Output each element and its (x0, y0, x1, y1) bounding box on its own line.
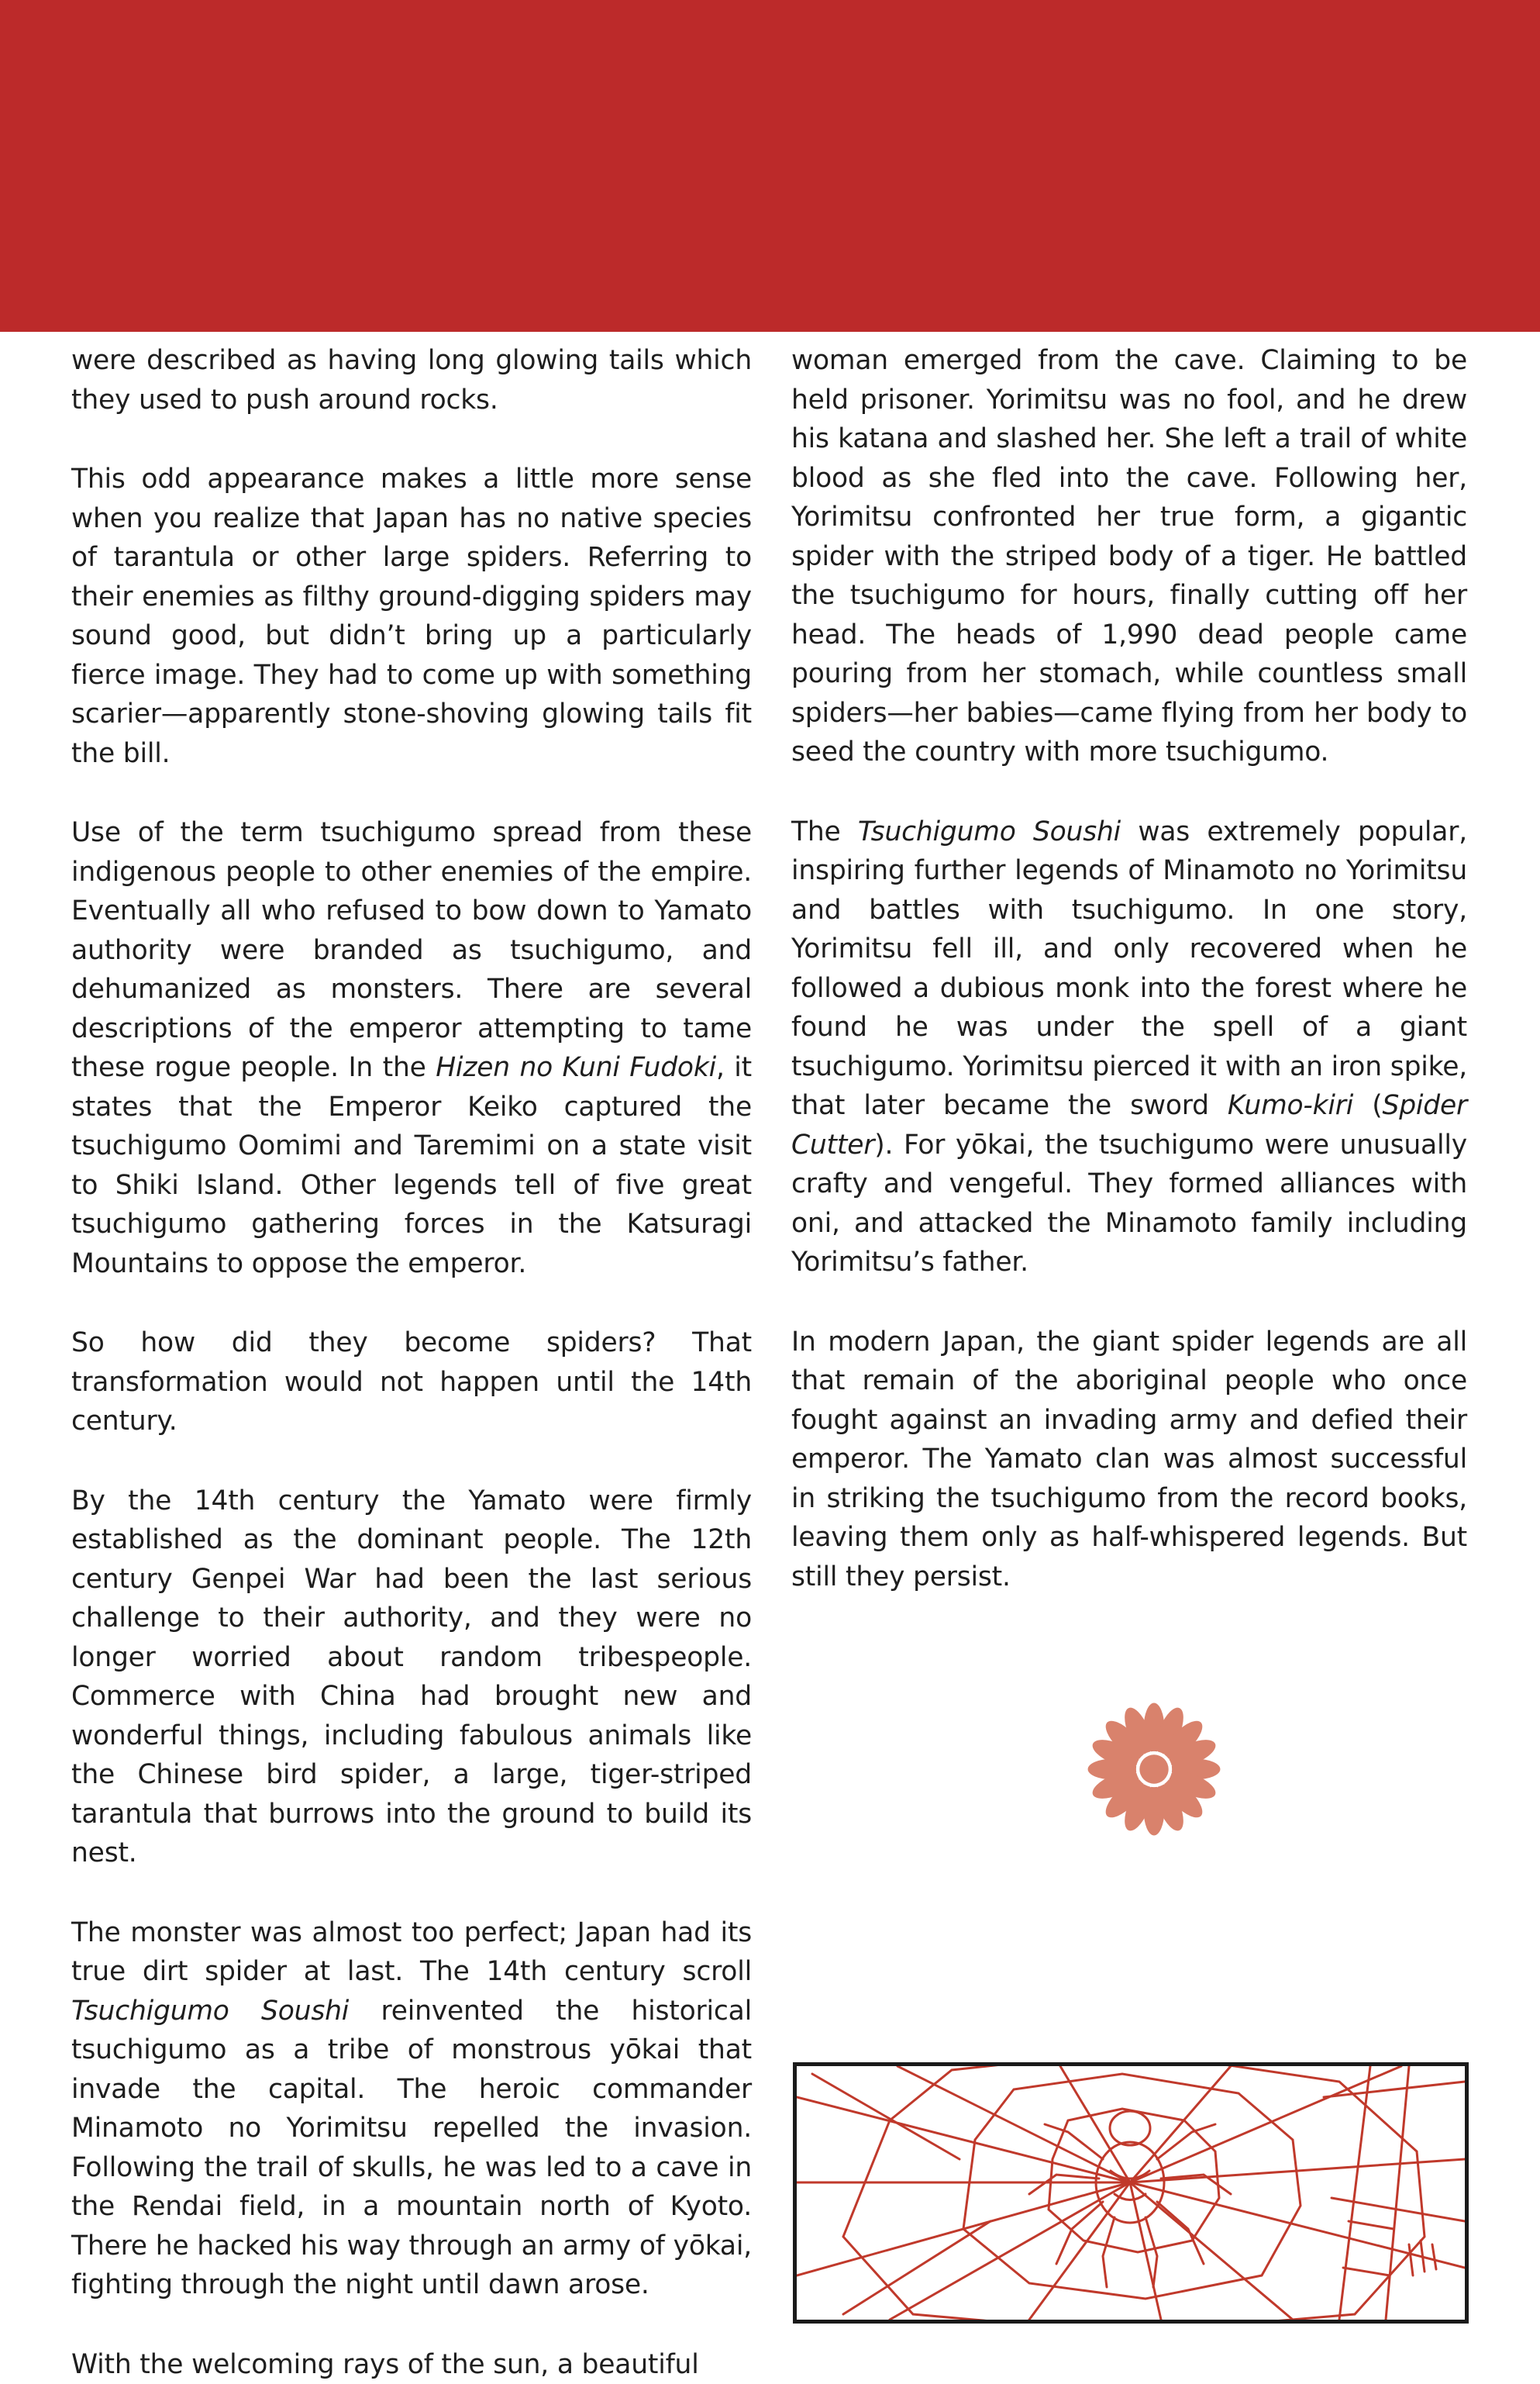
paragraph: With the welcoming rays of the sun, a beautiful (71, 2345, 752, 2384)
left-column (71, 341, 752, 2384)
right-column (791, 341, 1467, 1596)
paragraph: were described as having long glowing tails which they used to push around rocks. (71, 341, 752, 419)
paragraph: The monster was almost too perfect; Japan had its true dirt spider at last. The 14th century scroll Tsuchigumo Soushi reinvented the historical tsuchigumo as a tribe of monstrous yōkai that invade the capital. The heroic commander Minamoto no Yorimitsu repelled the invasion. Following the trail of skulls, he was led to a cave in the Rendai field, in a mountain north of Kyoto. There he hacked his way through an army of yōkai, fighting through the night until dawn arose. (71, 1913, 752, 2305)
paragraph: The Tsuchigumo Soushi was extremely popular, inspiring further legends of Minamoto no Yorimitsu and battles with tsuchigumo. In one story, Yorimitsu fell ill, and only recovered when he followed a dubious monk into the forest where he found he was under the spell of a giant tsuchigumo. Yorimitsu pierced it with an iron spike, that later became the sword Kumo-kiri (Spider Cutter). For yōkai, the tsuchigumo were unusually crafty and vengeful. They formed alliances with oni, and attacked the Minamoto family including Yorimitsu’s father. (791, 812, 1467, 1282)
chrysanthemum-crest-icon (1085, 1700, 1223, 1838)
paragraph: In modern Japan, the giant spider legends are all that remain of the aboriginal people who once fought against an invading army and defied their emperor. The Yamato clan was almost successful in striking the tsuchigumo from the record books, leaving them only as half-whispered legends. But still they persist. (791, 1323, 1467, 1597)
paragraph: By the 14th century the Yamato were firmly established as the dominant people. The 12th century Genpei War had been the last serious challenge to their authority, and they were no longer worried about random tribespeople. Commerce with China had brought new and wonderful things, including fabulous animals like the Chinese bird spider, a large, tiger-striped tarantula that burrows into the ground to build its nest. (71, 1482, 752, 1873)
paragraph: So how did they become spiders? That transformation would not happen until the 14th century. (71, 1323, 752, 1441)
paragraph: Use of the term tsuchigumo spread from these indigenous people to other enemies of the empire. Eventually all who refused to bow down to Yamato authority were branded as tsuchigumo, and dehumanized as monsters. There are several descriptions of the emperor attempting to tame these rogue people. In the Hizen no Kuni Fudoki, it states that the Emperor Keiko captured the tsuchigumo Oomimi and Taremimi on a state visit to Shiki Island. Other legends tell of five great tsuchigumo gathering forces in the Katsuragi Mountains to oppose the emperor. (71, 813, 752, 1283)
spider-web-illustration (793, 2062, 1469, 2324)
header-band (0, 0, 1540, 332)
paragraph: This odd appearance makes a little more sense when you realize that Japan has no native species of tarantula or other large spiders. Referring to their enemies as filthy ground-digging spiders may sound good, but didn’t bring up a particularly fierce image. They had to come up with something scarier—apparently stone-shoving glowing tails fit the bill. (71, 460, 752, 773)
paragraph: woman emerged from the cave. Claiming to be held prisoner. Yorimitsu was no fool, and he drew his katana and slashed her. She left a trail of white blood as she fled into the cave. Following her, Yorimitsu confronted her true form, a gigantic spider with the striped body of a tiger. He battled the tsuchigumo for hours, finally cutting off her head. The heads of 1,990 dead people came pouring from her stomach, while countless small spiders—her babies—came flying from her body to seed the country with more tsuchigumo. (791, 341, 1467, 772)
spider-web-illustration-icon (797, 2066, 1465, 2320)
